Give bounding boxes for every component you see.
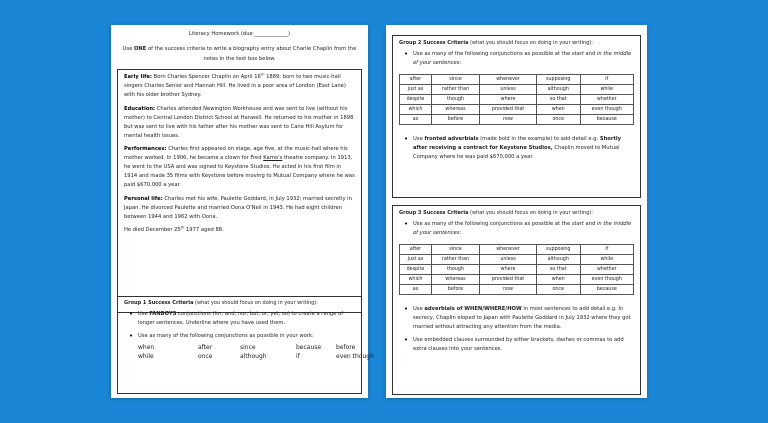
group1-word-list [124, 343, 374, 361]
table-cell: rather than [431, 255, 479, 265]
early-life-text-rest: 1889; born to two music-hall singers Charles Senior and Hannah Hill. He lived in a poor area of London (East Lane) with his older brother Sydney. [124, 74, 346, 98]
table-row [400, 255, 634, 265]
group3-bullet-embedded-clauses: • Use embedded clauses surrounded by either brackets, dashes or commas to add extra clauses into your sentences. [413, 336, 634, 354]
g3b2-post: in most sentences to add detail e.g. In secrecy, Chaplin eloped to Japan with Paulette Goddard in July 1932 where they got married without attracting any attention from the media. [413, 306, 631, 330]
group1-title [124, 299, 355, 307]
table-cell: even though [580, 275, 634, 285]
table-cell: if [580, 75, 634, 85]
table-cell: now [480, 285, 537, 295]
table-row [400, 265, 634, 275]
death-text: He died December 25 [124, 227, 181, 233]
g3b2-pre: Use [413, 306, 425, 312]
group1-bullet-conjunctions: • Use as many of the following conjunctions as possible in your work: [138, 332, 355, 341]
group2-criteria-box [392, 35, 641, 198]
group3-title [399, 209, 634, 217]
education-paragraph [124, 105, 355, 141]
word: if [296, 353, 300, 360]
group3-title-bold: Group 3 Success Criteria [399, 210, 469, 216]
death-text-rest: 1977 aged 88. [184, 227, 224, 233]
personal-life-paragraph [124, 195, 355, 222]
performances-label: Performances: [124, 146, 167, 152]
table-cell: though [431, 95, 479, 105]
g3b1-post: : [459, 230, 462, 236]
g3b1-em1: start [571, 221, 584, 227]
table-cell: where [480, 95, 537, 105]
karno-underlined: Karno's [263, 155, 283, 161]
death-sup: th [180, 225, 185, 230]
g1b1-bold: FANBOYS [149, 311, 177, 317]
word: even though [336, 353, 374, 360]
performances-text-rest: theatre company. In 1913, he went to the USA and was signed to Keystone Studios. He acted in his first film in 1914 and made 35 films with Keystone before moving to Mutual Company where he was paid $670,000 a year. [124, 155, 355, 188]
table-cell: once [536, 285, 580, 295]
g2b2-bold: fronted adverbials [424, 136, 479, 142]
right-worksheet-page [386, 25, 647, 398]
table-cell: as [400, 115, 432, 125]
table-row [400, 115, 634, 125]
personal-life-label: Personal life: [124, 195, 163, 202]
table-cell: since [431, 245, 479, 255]
table-cell: before [431, 285, 479, 295]
early-life-paragraph [124, 73, 355, 100]
table-cell: supposing [536, 75, 580, 85]
word: although [240, 353, 267, 360]
g2b1-post: : [459, 60, 462, 66]
left-worksheet-page [111, 25, 374, 398]
early-life-label: Early life: [124, 74, 152, 80]
table-cell: although [536, 255, 580, 265]
table-cell: after [400, 75, 432, 85]
table-cell: supposing [536, 245, 580, 255]
table-cell: despite [400, 95, 432, 105]
g2b2-post: Chaplin moved to Mutual Company where he was paid $670,000 a year. [413, 145, 620, 160]
table-cell: provided that [480, 275, 537, 285]
group3-title-rest: (what you should focus on doing in your writing): [468, 210, 593, 216]
g2b2-example-bold: Shortly after receiving a contract for Keystone Studios, [413, 136, 622, 151]
table-cell: rather than [431, 85, 479, 95]
table-cell: whenever [480, 245, 537, 255]
table-cell: which [400, 275, 432, 285]
table-cell: as [400, 285, 432, 295]
group3-criteria-box [392, 205, 641, 395]
table-cell: while [580, 85, 634, 95]
group2-conjunction-table [399, 74, 634, 125]
table-cell: since [431, 75, 479, 85]
table-row [400, 75, 634, 85]
table-cell: although [536, 85, 580, 95]
instructions-one: ONE [134, 46, 147, 52]
group3-conjunction-table [399, 244, 634, 295]
g3b1-mid: and [583, 221, 597, 227]
table-row [400, 105, 634, 115]
word: after [198, 344, 213, 351]
word: while [138, 353, 154, 360]
table-cell: provided that [480, 105, 537, 115]
g2b1-em1: start [571, 51, 584, 57]
table-cell: just as [400, 255, 432, 265]
g2b2-mid: (made bold in the example) to add detail e.g. [478, 136, 600, 142]
instructions [121, 45, 358, 64]
word: once [198, 353, 213, 360]
group2-bullet-adverbials [413, 135, 634, 162]
table-cell: whether [580, 265, 634, 275]
group3-bullets [399, 220, 634, 238]
personal-life-text: Charles met his wife, Paulette Goddard, in July 1932; married secretly in Japan. He divorced Paulette and married Oona O'Neil in 1943. He had eight children between 1944 and 1962 with Oona. [124, 195, 352, 220]
table-cell: even though [580, 105, 634, 115]
table-cell: whereas [431, 275, 479, 285]
education-text: Charles attended Newington Workhouse and was sent to live (without his mother) to Central London District School at Hanwell. He returned to his mother in 1898 but was sent to live with his father after his mother was sent to Cane Hill Asylum for mental health issues. [124, 105, 354, 139]
table-cell: unless [480, 255, 537, 265]
group3-bullet-conjunctions [413, 220, 634, 238]
table-cell: while [580, 255, 634, 265]
g1b1-pre: Use [138, 311, 150, 317]
notes-text-box [117, 69, 362, 313]
group2-bullet-conjunctions [413, 50, 634, 68]
group1-title-rest: (what you should focus on doing in your writing): [193, 300, 318, 306]
g1b1-post: conjunctions (for, and, nor, but, or, yet, so) to create a range of longer sentences. Underline where you have used them. [138, 311, 344, 326]
table-cell: where [480, 265, 537, 275]
table-cell: whether [580, 95, 634, 105]
group1-bullet-fanboys [138, 310, 355, 328]
word: when [138, 344, 155, 351]
table-cell: unless [480, 85, 537, 95]
g2b2-pre: Use [413, 136, 425, 142]
performances-paragraph [124, 145, 355, 190]
table-row [400, 85, 634, 95]
performances-text: Charles first appeared on stage, age five, at the music-hall where his mother worked. In 1906, he became a clown for Fred [124, 146, 348, 161]
table-cell: if [580, 245, 634, 255]
table-cell: so that [536, 265, 580, 275]
table-cell: when [536, 105, 580, 115]
table-row [400, 245, 634, 255]
table-cell: because [580, 285, 634, 295]
group3-bullets-2 [399, 305, 634, 354]
table-cell: despite [400, 265, 432, 275]
table-row [400, 95, 634, 105]
table-row [400, 275, 634, 285]
group2-bullets [399, 50, 634, 68]
g2b1-pre: Use as many of the following conjunctions as possible at the [413, 51, 572, 57]
early-life-sup: th [260, 72, 265, 77]
instructions-text: Use [122, 46, 135, 52]
g3b1-em2: in the middle of your sentences [413, 221, 632, 236]
g3b2-bold: adverbials of WHEN/WHERE/HOW [424, 306, 522, 312]
table-cell: whereas [431, 105, 479, 115]
table-cell: after [400, 245, 432, 255]
group2-title-bold: Group 2 Success Criteria [399, 40, 469, 46]
g3b1-pre: Use as many of the following conjunctions as possible at the [413, 221, 572, 227]
education-label: Education: [124, 105, 156, 112]
table-cell: just as [400, 85, 432, 95]
table-cell: whenever [480, 75, 537, 85]
group2-title-rest: (what you should focus on doing in your writing): [468, 40, 593, 46]
word: because [296, 344, 322, 351]
group1-title-bold: Group 1 Success Criteria [124, 300, 194, 306]
group3-bullet-adverbials [413, 305, 634, 332]
table-cell: though [431, 265, 479, 275]
table-cell: because [580, 115, 634, 125]
instructions-text-rest: of the success criteria to write a biography entry about Charlie Chaplin from the notes in the text box below. [146, 46, 357, 62]
table-cell: when [536, 275, 580, 285]
group1-bullets [124, 310, 355, 341]
table-row [400, 285, 634, 295]
word: before [336, 344, 356, 351]
table-cell: which [400, 105, 432, 115]
early-life-text: Born Charles Spencer Chaplin on April 16 [151, 74, 261, 80]
group2-bullets-2 [399, 135, 634, 162]
group2-title [399, 39, 634, 47]
g2b1-mid: and [583, 51, 597, 57]
word: since [240, 344, 256, 351]
table-cell: so that [536, 95, 580, 105]
table-cell: before [431, 115, 479, 125]
table-cell: once [536, 115, 580, 125]
g2b1-em2: in the middle of your sentences [413, 51, 632, 66]
homework-title: Literacy Homework (due _____________) [188, 31, 291, 37]
death-paragraph [124, 226, 355, 235]
group1-criteria-box [117, 296, 374, 394]
table-cell: now [480, 115, 537, 125]
